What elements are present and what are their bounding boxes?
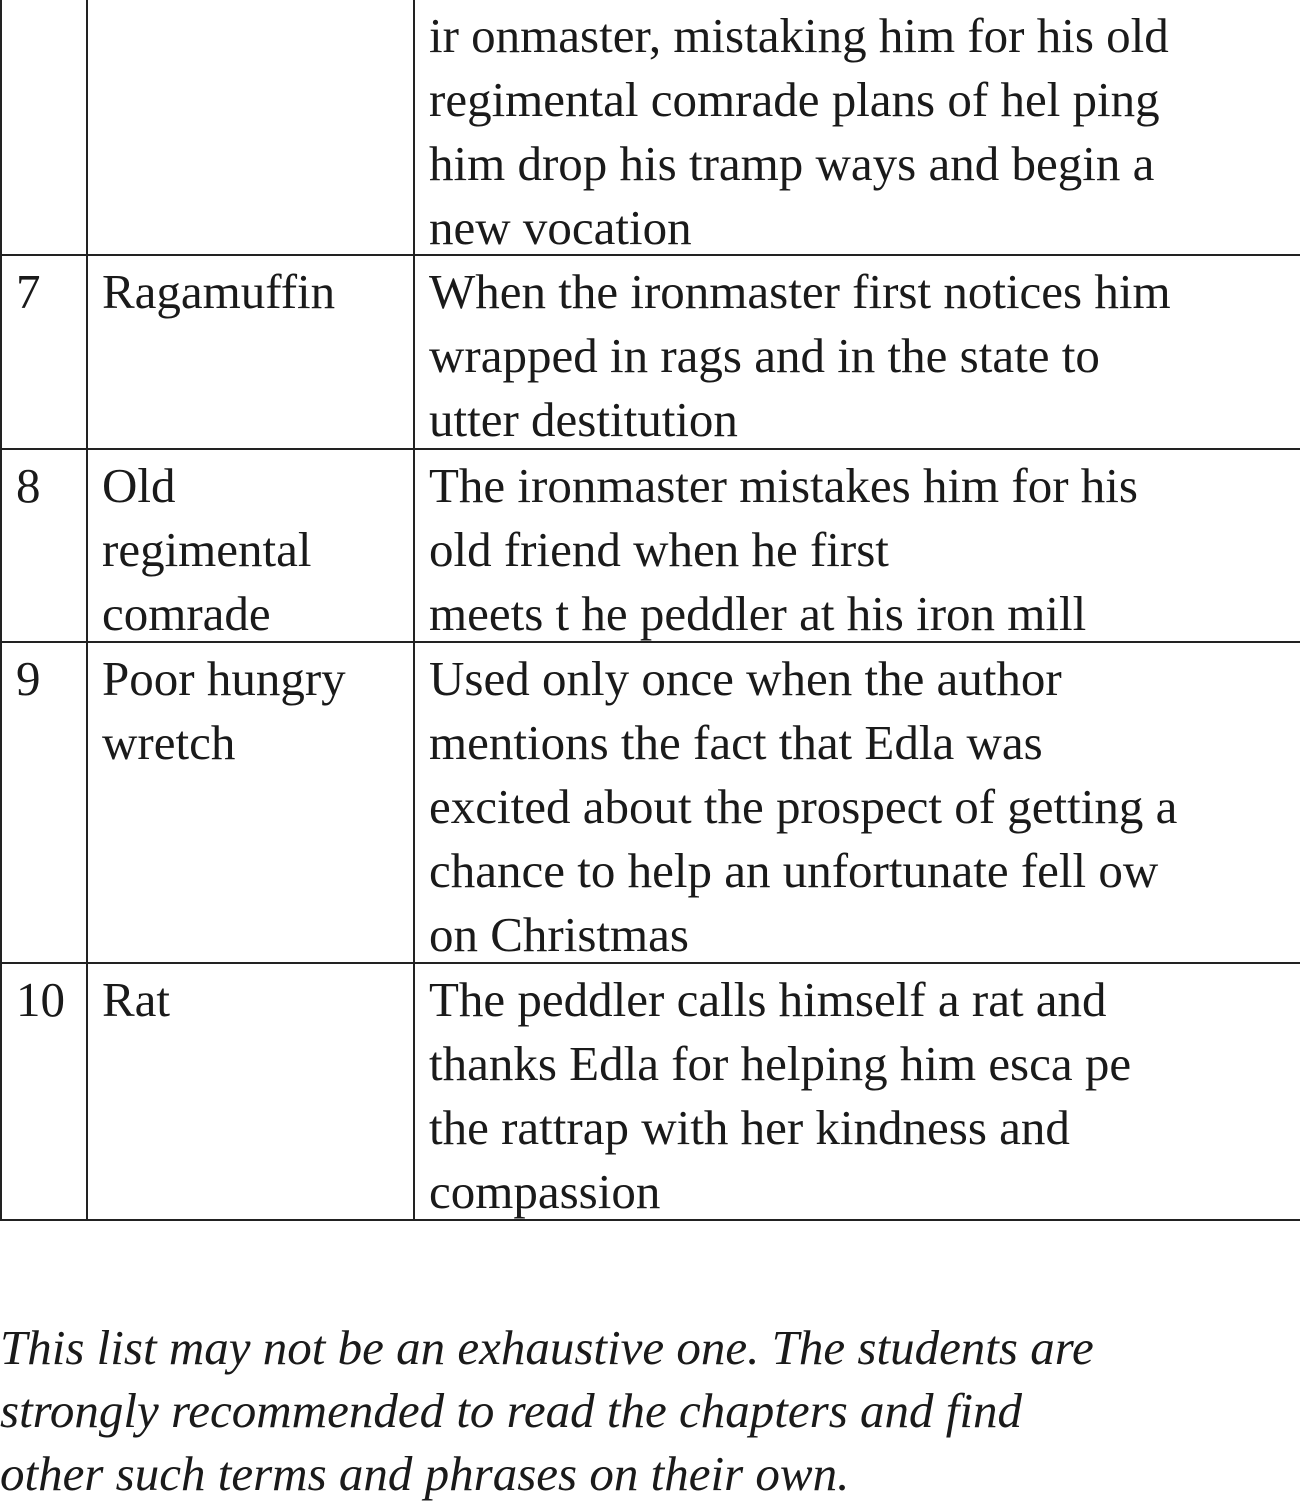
term-cell-line: Ragamuffin [102,264,336,319]
description-cell-line: mentions the fact that Edla was [429,715,1043,770]
table-row [2,643,1300,964]
description-cell-line: on Christmas [429,907,689,962]
footnote [0,1316,1094,1505]
description-cell [415,643,1300,962]
description-cell-line: meets t he peddler at his iron mill [429,586,1087,641]
description-cell-line: compassion [429,1164,661,1219]
description-cell-line: Used only once when the author [429,651,1062,706]
term-cell [88,964,415,1219]
term-cell [88,450,415,641]
description-cell-line: old friend when he first [429,522,889,577]
row-number [2,0,88,254]
description-cell-line: the rattrap with her kindness and [429,1100,1070,1155]
description-cell-line: excited about the prospect of getting a [429,779,1178,834]
row-number: 10 [2,964,88,1219]
description-cell-line: When the ironmaster first notices him [429,264,1171,319]
description-cell-line: thanks Edla for helping him esca pe [429,1036,1132,1091]
term-cell-line: comrade [102,586,271,641]
term-cell-line: Old [102,458,176,513]
row-number: 8 [2,450,88,641]
description-cell-line: ir onmaster, mistaking him for his old [429,8,1169,63]
footnote-line: This list may not be an exhaustive one. The students are [0,1320,1094,1375]
table-row [2,964,1300,1221]
description-cell-line: The peddler calls himself a rat and [429,972,1107,1027]
description-cell-line: The ironmaster mistakes him for his [429,458,1138,513]
term-cell [88,256,415,448]
footnote-line: other such terms and phrases on their own. [0,1446,850,1501]
term-cell-line: wretch [102,715,236,770]
row-number: 7 [2,256,88,448]
table-row [2,256,1300,450]
description-cell [415,450,1300,641]
term-cell-line: regimental [102,522,312,577]
description-cell-line: him drop his tramp ways and begin a [429,136,1155,191]
table-row [2,450,1300,643]
description-cell-line: chance to help an unfortunate fell ow [429,843,1159,898]
table-row [2,0,1300,256]
description-cell-line: regimental comrade plans of hel ping [429,72,1160,127]
term-cell [88,0,415,254]
description-cell [415,964,1300,1219]
description-cell [415,0,1300,254]
term-cell-line: Rat [102,972,171,1027]
description-cell-line: wrapped in rags and in the state to [429,328,1100,383]
term-cell [88,643,415,962]
term-cell-line: Poor hungry [102,651,346,706]
footnote-line: strongly recommended to read the chapters and find [0,1383,1023,1438]
description-cell [415,256,1300,448]
description-cell-line: new vocation [429,200,692,255]
description-cell-line: utter destitution [429,392,738,447]
row-number: 9 [2,643,88,962]
